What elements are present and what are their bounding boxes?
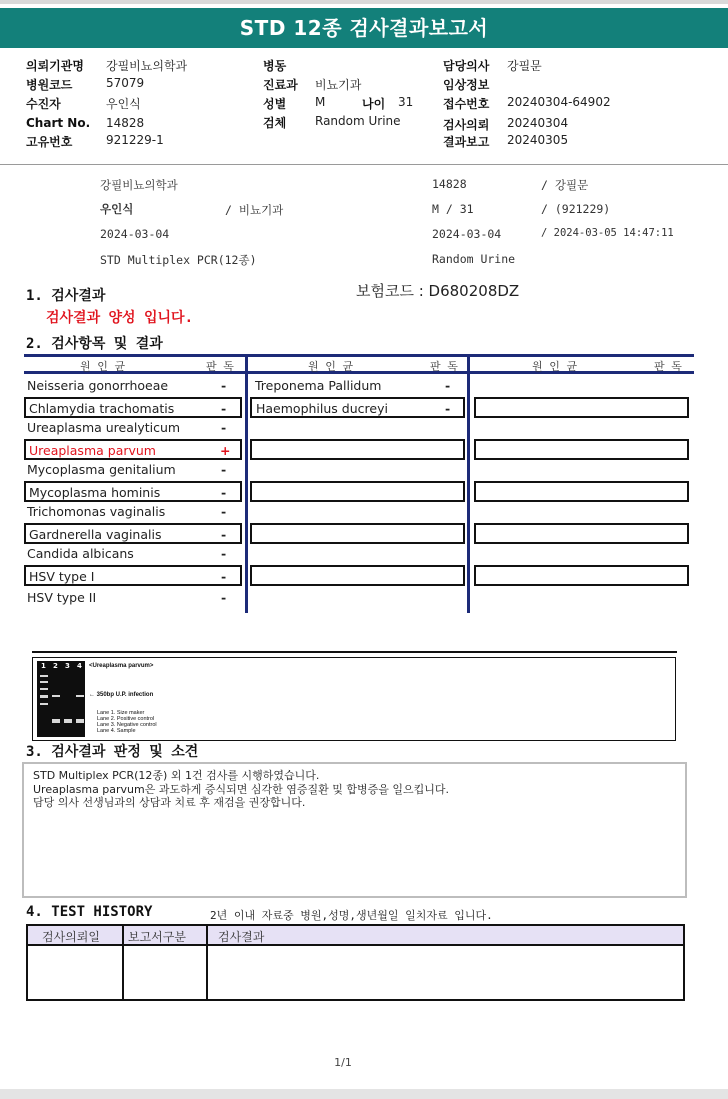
result-row [24,523,242,544]
chart-no-label: Chart No. [26,116,91,130]
report-date-value: 20240305 [507,133,569,147]
pathogen-name: Mycoplasma hominis [29,485,161,500]
gel-legend-item: Lane 1. Size maker [97,710,145,716]
doctor-label: 담당의사 [443,59,490,73]
gel-band-label: ← 350bp U.P. infection [89,692,154,698]
request-date-value: 20240304 [507,116,569,130]
empty-result-box [250,565,465,586]
result-row [24,397,242,418]
gel-legend-item: Lane 2. Positive control [97,716,155,722]
header-divider [0,164,728,165]
empty-result-box [474,523,689,544]
pathogen-name: Neisseria gonorrhoeae [27,378,169,393]
gel-band [52,695,60,697]
page-number: 1/1 [334,1056,352,1069]
section3-heading: 3. 검사결과 판정 및 소견 [26,744,199,760]
bottom-strip [0,1089,728,1099]
history-table-header [28,926,683,946]
gel-electrophoresis-image [37,661,85,737]
pathogen-name: Ureaplasma urealyticum [27,420,181,435]
result-table-header [24,354,694,374]
result-row [24,418,242,439]
summary-department: / 비뇨기과 [225,203,284,217]
gel-title: <Ureaplasma parvum> [89,663,154,669]
department-label: 진료과 [263,78,298,92]
result-row [24,502,242,523]
lane-number: 1 [41,662,46,670]
column-divider-1 [245,354,248,613]
summary-sex-age: M / 31 [432,202,474,216]
gel-band [76,695,84,697]
pathogen-result: - [445,378,451,393]
summary-doctor: / 강필문 [541,178,589,192]
history-col-report-type: 보고서구분 [128,930,186,944]
col-result-1: 판 독 [206,360,234,373]
positive-result-message: 검사결과 양성 입니다. [46,310,194,326]
empty-result-box [250,481,465,502]
summary-hospital: 강필비뇨의학과 [100,178,178,192]
summary-report-time: / 2024-03-05 14:47:11 [541,227,674,239]
section2-heading: 2. 검사항목 및 결과 [26,336,163,352]
hospital-code-label: 병원코드 [26,78,73,92]
gel-band [64,719,72,723]
pathogen-result: - [445,401,451,416]
summary-patient: 우인식 [100,202,134,216]
pathogen-result: - [221,527,227,542]
unique-no-label: 고유번호 [26,135,73,149]
summary-chart: 14828 [432,177,467,191]
receipt-no-value: 20240304-64902 [507,95,611,109]
column-divider-2 [467,354,470,613]
pathogen-result: - [221,378,227,393]
pathogen-name: Trichomonas vaginalis [27,504,166,519]
section1-heading: 1. 검사결과 [26,288,106,304]
gel-band [52,719,60,723]
opinion-line: 담당 의사 선생님과의 상담과 치료 후 재검을 권장합니다. [33,796,306,809]
pathogen-name: HSV type I [29,569,95,584]
history-col-result: 검사결과 [218,930,265,944]
result-row [250,376,465,397]
pathogen-result: - [221,504,227,519]
col-pathogen-1: 원 인 균 [80,360,126,373]
result-row [24,544,242,565]
patient-label: 수진자 [26,97,61,111]
hospital-label: 의뢰기관명 [26,59,84,73]
pathogen-result: - [221,485,227,500]
col-result-2: 판 독 [430,360,458,373]
summary-birth: / (921229) [541,202,611,216]
age-label: 나이 [362,97,386,111]
history-col-request-date: 검사의뢰일 [42,930,100,944]
sex-value: M [315,95,326,109]
chart-no-value: 14828 [106,116,145,130]
result-row [24,565,242,586]
gel-band [40,703,48,705]
hospital-value: 강필비뇨의학과 [106,59,188,73]
summary-date1: 2024-03-04 [100,227,170,241]
empty-result-box [474,565,689,586]
top-strip [0,0,728,4]
col-pathogen-3: 원 인 균 [532,360,578,373]
insurance-code: 보험코드 : D680208DZ [356,282,520,300]
result-row [24,376,242,397]
result-row [24,588,242,609]
pathogen-result: - [221,569,227,584]
report-title: STD 12종 검사결과보고서 [0,8,728,48]
pathogen-name: Candida albicans [27,546,134,561]
receipt-no-label: 접수번호 [443,97,490,111]
pathogen-name: Gardnerella vaginalis [29,527,162,542]
history-table [26,924,685,1001]
doctor-value: 강필문 [507,59,542,73]
col-result-3: 판 독 [654,360,682,373]
empty-result-box [250,439,465,460]
opinion-line: Ureaplasma parvum은 과도하게 증식되면 심각한 염증질환 및 합병증을 일으킵니다. [33,782,449,796]
lane-number: 3 [65,662,70,670]
patient-header [0,56,728,162]
col-pathogen-2: 원 인 균 [308,360,354,373]
empty-result-box [474,439,689,460]
gel-band [76,719,84,723]
pathogen-result: - [221,590,227,605]
specimen-value: Random Urine [315,114,401,128]
gel-legend-item: Lane 3. Negative control [97,722,157,728]
pathogen-result: - [221,401,227,416]
age-value: 31 [398,95,414,109]
gel-band [40,681,48,683]
gel-band [40,688,48,690]
section4-heading: 4. TEST HISTORY [26,904,153,920]
gel-band [40,695,48,698]
pathogen-name: Haemophilus ducreyi [256,401,388,416]
pathogen-name: HSV type II [27,590,97,605]
department-value: 비뇨기과 [315,78,362,92]
empty-result-box [474,481,689,502]
specimen-label: 검체 [263,116,287,130]
pathogen-name: Chlamydia trachomatis [29,401,175,416]
history-note: 2년 이내 자료중 병원,성명,생년월일 일치자료 입니다. [210,909,493,922]
empty-result-box [474,397,689,418]
history-column-divider [122,926,124,999]
gel-band [40,675,48,677]
pathogen-result: - [221,420,227,435]
pathogen-result: + [220,443,231,458]
report-date-label: 결과보고 [443,135,490,149]
pathogen-name: Ureaplasma parvum [29,443,156,458]
result-row [250,397,465,418]
pathogen-name: Mycoplasma genitalium [27,462,176,477]
result-row-positive [24,439,242,460]
gel-top-rule [32,651,677,653]
opinion-line: STD Multiplex PCR(12종) 외 1건 검사를 시행하였습니다. [33,769,320,782]
sex-label: 성별 [263,97,287,111]
gel-legend-item: Lane 4. Sample [97,728,136,734]
patient-value: 우인식 [106,97,141,111]
result-row [24,481,242,502]
lane-number: 2 [53,662,58,670]
opinion-box [22,762,687,898]
lane-number: 4 [77,662,82,670]
history-column-divider [206,926,208,999]
pathogen-result: - [221,546,227,561]
ward-label: 병동 [263,59,287,73]
empty-result-box [250,523,465,544]
summary-test-name: STD Multiplex PCR(12종) [100,253,257,267]
unique-no-value: 921229-1 [106,133,164,147]
summary-specimen: Random Urine [432,252,516,266]
result-row [24,460,242,481]
hospital-code-value: 57079 [106,76,145,90]
pathogen-name: Treponema Pallidum [255,378,382,393]
request-date-label: 검사의뢰 [443,118,490,132]
gel-legend [97,710,157,734]
pathogen-result: - [221,462,227,477]
clinical-info-label: 임상정보 [443,78,490,92]
summary-date2: 2024-03-04 [432,227,502,241]
